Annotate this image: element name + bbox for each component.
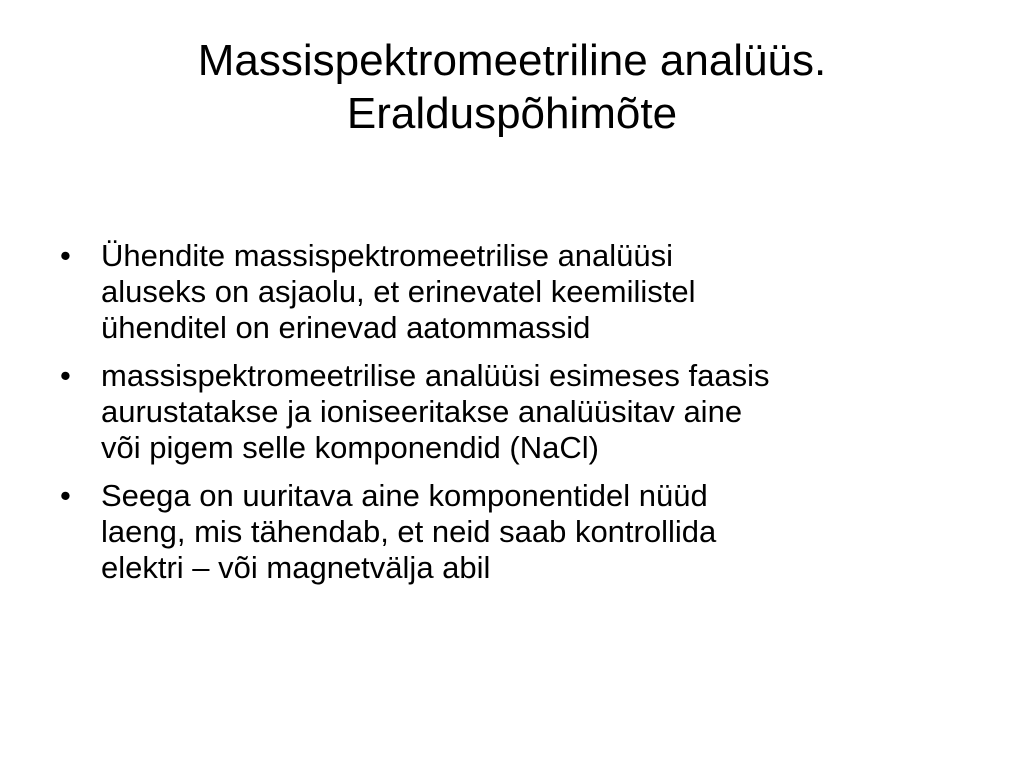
bullet-item-3: [60, 478, 980, 586]
bullet-1-line-1: Ühendite massispektromeetrilise analüüsi: [101, 238, 674, 273]
bullet-item-1: [60, 238, 980, 346]
bullet-3-line-1: Seega on uuritava aine komponentidel nüüd: [101, 478, 708, 513]
bullet-icon: •: [60, 478, 71, 513]
bullet-2-line-3: või pigem selle komponendid (NaCl): [101, 430, 599, 465]
slide-title: [60, 34, 964, 140]
bullet-icon: •: [60, 238, 71, 273]
bullet-item-2: [60, 358, 980, 466]
bullet-2-line-1: massispektromeetrilise analüüsi esimeses faasis: [101, 358, 770, 393]
bullet-icon: •: [60, 358, 71, 393]
bullet-3-line-3: elektri – või magnetvälja abil: [101, 550, 491, 585]
bullet-1-line-2: aluseks on asjaolu, et erinevatel keemilistel: [101, 274, 696, 309]
slide-title-line-2: Eralduspõhimõte: [346, 89, 678, 138]
bullet-1-line-3: ühenditel on erinevad aatommassid: [101, 310, 591, 345]
bullet-2-line-2: aurustatakse ja ioniseeritakse analüüsitav aine: [101, 394, 743, 429]
bullet-list: [60, 238, 980, 598]
bullet-3-line-2: laeng, mis tähendab, et neid saab kontrollida: [101, 514, 717, 549]
slide-title-line-1: Massispektromeetriline analüüs.: [197, 36, 827, 85]
